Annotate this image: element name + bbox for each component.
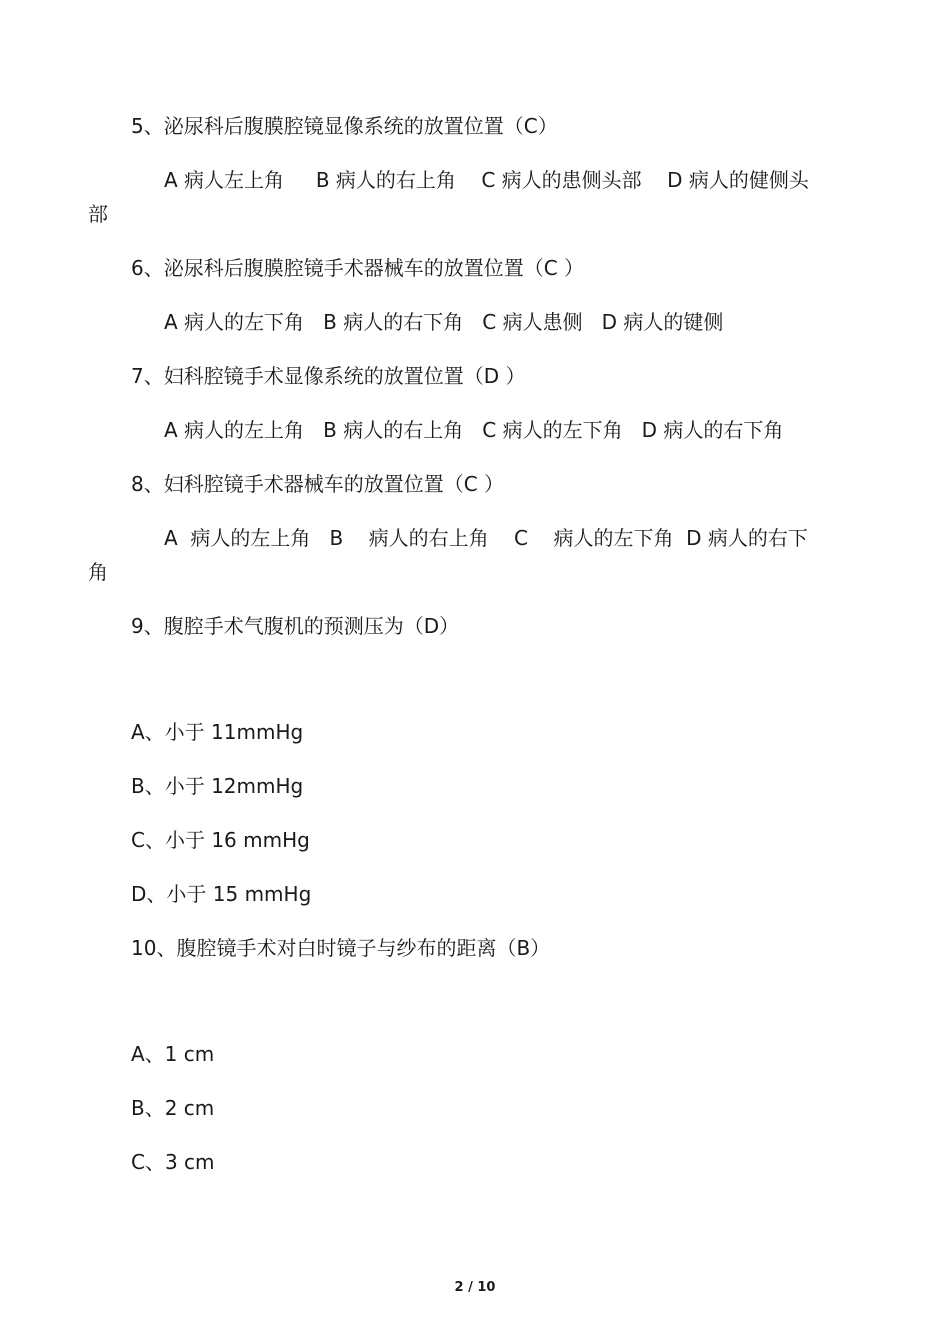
question-7-options: A 病人的左上角 B 病人的右上角 C 病人的左下角 D 病人的右下角 xyxy=(164,418,784,442)
page-number: 2 / 10 xyxy=(454,1280,496,1295)
question-8-options: A 病人的左上角 B 病人的右上角 C 病人的左下角 D 病人的右下 xyxy=(164,526,808,550)
question-10-stem: 10、腹腔镜手术对白时镜子与纱布的距离（B） xyxy=(131,936,551,960)
question-7-stem: 7、妇科腔镜手术显像系统的放置位置（D ） xyxy=(131,364,526,388)
question-10-option-a: A、1 cm xyxy=(131,1042,215,1066)
question-8-options-continued: 角 xyxy=(88,560,108,584)
question-9-stem: 9、腹腔手术气腹机的预测压为（D） xyxy=(131,614,460,638)
question-9-option-a: A、小于 11mmHg xyxy=(131,720,304,744)
question-10-option-b: B、2 cm xyxy=(131,1096,215,1120)
question-6-options: A 病人的左下角 B 病人的右下角 C 病人患侧 D 病人的键侧 xyxy=(164,310,724,334)
question-9-option-c: C、小于 16 mmHg xyxy=(131,828,310,852)
question-6-stem: 6、泌尿科后腹膜腔镜手术器械车的放置位置（C ） xyxy=(131,256,585,280)
question-8-stem: 8、妇科腔镜手术器械车的放置位置（C ） xyxy=(131,472,505,496)
question-9-option-d: D、小于 15 mmHg xyxy=(131,882,312,906)
question-10-option-c: C、3 cm xyxy=(131,1150,215,1174)
question-5-options-continued: 部 xyxy=(88,202,108,226)
question-5-stem: 5、泌尿科后腹膜腔镜显像系统的放置位置（C） xyxy=(131,114,558,138)
question-5-options: A 病人左上角 B 病人的右上角 C 病人的患侧头部 D 病人的健侧头 xyxy=(164,168,809,192)
question-9-option-b: B、小于 12mmHg xyxy=(131,774,304,798)
